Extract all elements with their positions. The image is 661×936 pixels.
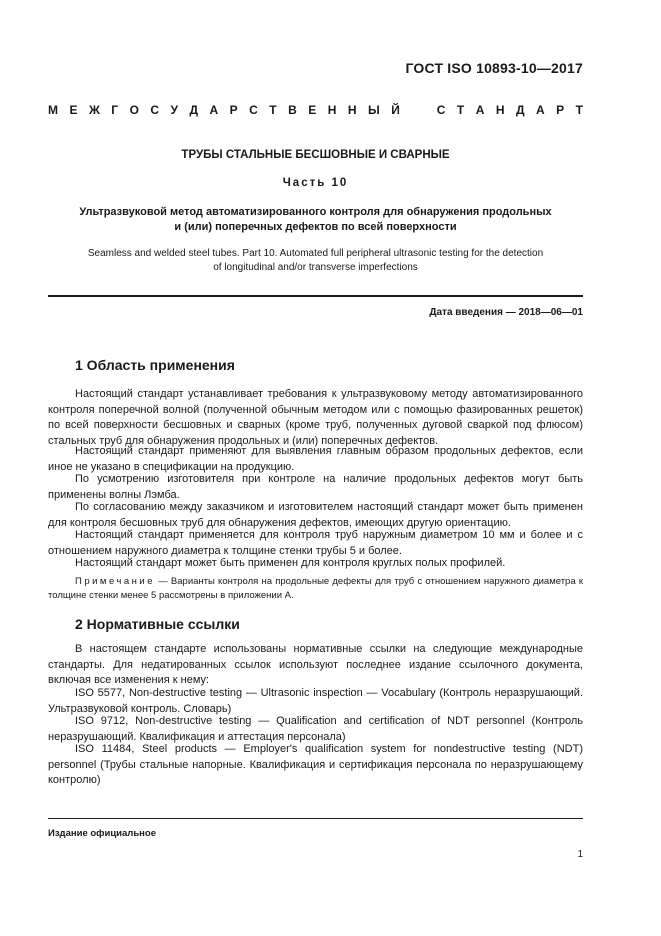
banner-letter: С — [150, 103, 160, 117]
subtitle-line-1: Ультразвуковой метод автоматизированного контроля для обнаружения продольных — [79, 206, 552, 218]
banner-letter: Н — [327, 103, 337, 117]
banner-letter: Е — [308, 103, 317, 117]
banner-letter: Д — [515, 103, 525, 117]
banner-letter: Е — [69, 103, 78, 117]
banner-letter: Д — [189, 103, 199, 117]
title-divider — [48, 295, 583, 297]
banner-letter: У — [170, 103, 178, 117]
section-2-heading: 2 Нормативные ссылки — [75, 616, 240, 632]
edition-label: Издание официальное — [48, 828, 156, 839]
note-text: — Варианты контроля на продольные дефекты для труб с отношением наружного диаметра к толщине стенки менее 5 рассмотрены в приложении А. — [48, 576, 583, 601]
section-2-paragraph: В настоящем стандарте использованы нормативные ссылки на следующие международные стандарты. Для недатированных ссылок используют последнее издание ссылочного документа, включая все изменения к нему: — [48, 643, 583, 686]
document-part: Часть 10 — [282, 177, 349, 189]
english-title-line-2: of longitudinal and/or transverse imperfections — [213, 262, 418, 273]
section-1-paragraph: По согласованию между заказчиком и изготовителем настоящий стандарт может быть применен для контроля бесшовных труб для обнаружения дефектов, имеющих другую ориентацию. — [48, 501, 583, 529]
banner-letter: Г — [111, 103, 119, 117]
banner-letter: С — [436, 103, 446, 117]
section-1-paragraph: Настоящий стандарт может быть применен для контроля круглых полых профилей. — [75, 557, 506, 569]
standard-banner — [48, 103, 583, 117]
english-title-line-1: Seamless and welded steel tubes. Part 10. Automated full peripheral ultrasonic testing for the detection — [87, 248, 544, 259]
banner-letter: М — [48, 103, 58, 117]
banner-letter: А — [209, 103, 219, 117]
subtitle-line-2: и (или) поперечных дефектов по всей поверхности — [174, 221, 457, 233]
banner-letter: Ы — [367, 103, 380, 117]
banner-word-gap — [411, 103, 425, 117]
section-2-reference: ISO 9712, Non-destructive testing — Qualification and certification of NDT personnel (Контроль неразрушающий. Квалификация и аттестация персонала) — [48, 715, 583, 743]
banner-letter: Й — [391, 103, 400, 117]
document-subtitle — [48, 205, 583, 235]
banner-letter: Н — [347, 103, 357, 117]
document-title: ТРУБЫ СТАЛЬНЫЕ БЕСШОВНЫЕ И СВАРНЫЕ — [181, 149, 450, 161]
note-label: Примечание — [75, 576, 155, 587]
banner-letter: Р — [556, 103, 565, 117]
section-1-paragraph: По усмотрению изготовителя при контроле на наличие продольных дефектов могут быть применены волны Лэмба. — [48, 473, 583, 501]
section-1-heading: 1 Область применения — [75, 357, 235, 373]
banner-letter: Р — [229, 103, 238, 117]
section-1-paragraph: Настоящий стандарт применяют для выявления главным образом продольных дефектов, если иное не указано в спецификации на продукцию. — [48, 445, 583, 473]
banner-letter: Н — [495, 103, 505, 117]
introduction-date: Дата введения — 2018—06—01 — [429, 307, 583, 318]
section-1-note — [48, 575, 583, 603]
section-1-paragraph: Настоящий стандарт устанавливает требования к ультразвуковому методу автоматизированного контроля поперечной волной (полученной обычным методом или с помощью фазированных решеток) по всей поверхности бесшовных и сварных (кроме труб, полученных дуговой сваркой под флюсом) стальных труб для обнаружения продольных и (или) поперечных дефектов. — [48, 388, 583, 447]
section-2-reference: ISO 11484, Steel products — Employer's qualification system for nondestructive testing (NDT) personnel (Трубы стальные напорные. Квалификация и сертификация персонала по неразрушающему контролю) — [48, 743, 583, 786]
banner-letter: В — [288, 103, 297, 117]
banner-letter: О — [129, 103, 139, 117]
page-number: 1 — [577, 849, 583, 860]
banner-letter: Т — [575, 103, 583, 117]
standard-code: ГОСТ ISO 10893-10—2017 — [405, 60, 583, 76]
banner-letter: Т — [269, 103, 277, 117]
banner-letter: А — [536, 103, 545, 117]
banner-letter: С — [249, 103, 258, 117]
footer-divider — [48, 818, 583, 819]
banner-letter: А — [475, 103, 485, 117]
banner-letter: Т — [456, 103, 465, 117]
english-title — [48, 247, 583, 275]
section-2-reference: ISO 5577, Non-destructive testing — Ultrasonic inspection — Vocabulary (Контроль неразрушающий. Ультразвуковой контроль. Словарь) — [48, 687, 583, 715]
section-1-paragraph: Настоящий стандарт применяется для контроля труб наружным диаметром 10 мм и более и с отношением наружного диаметра к толщине стенки трубы 5 и более. — [48, 529, 583, 557]
banner-letter: Ж — [88, 103, 100, 117]
